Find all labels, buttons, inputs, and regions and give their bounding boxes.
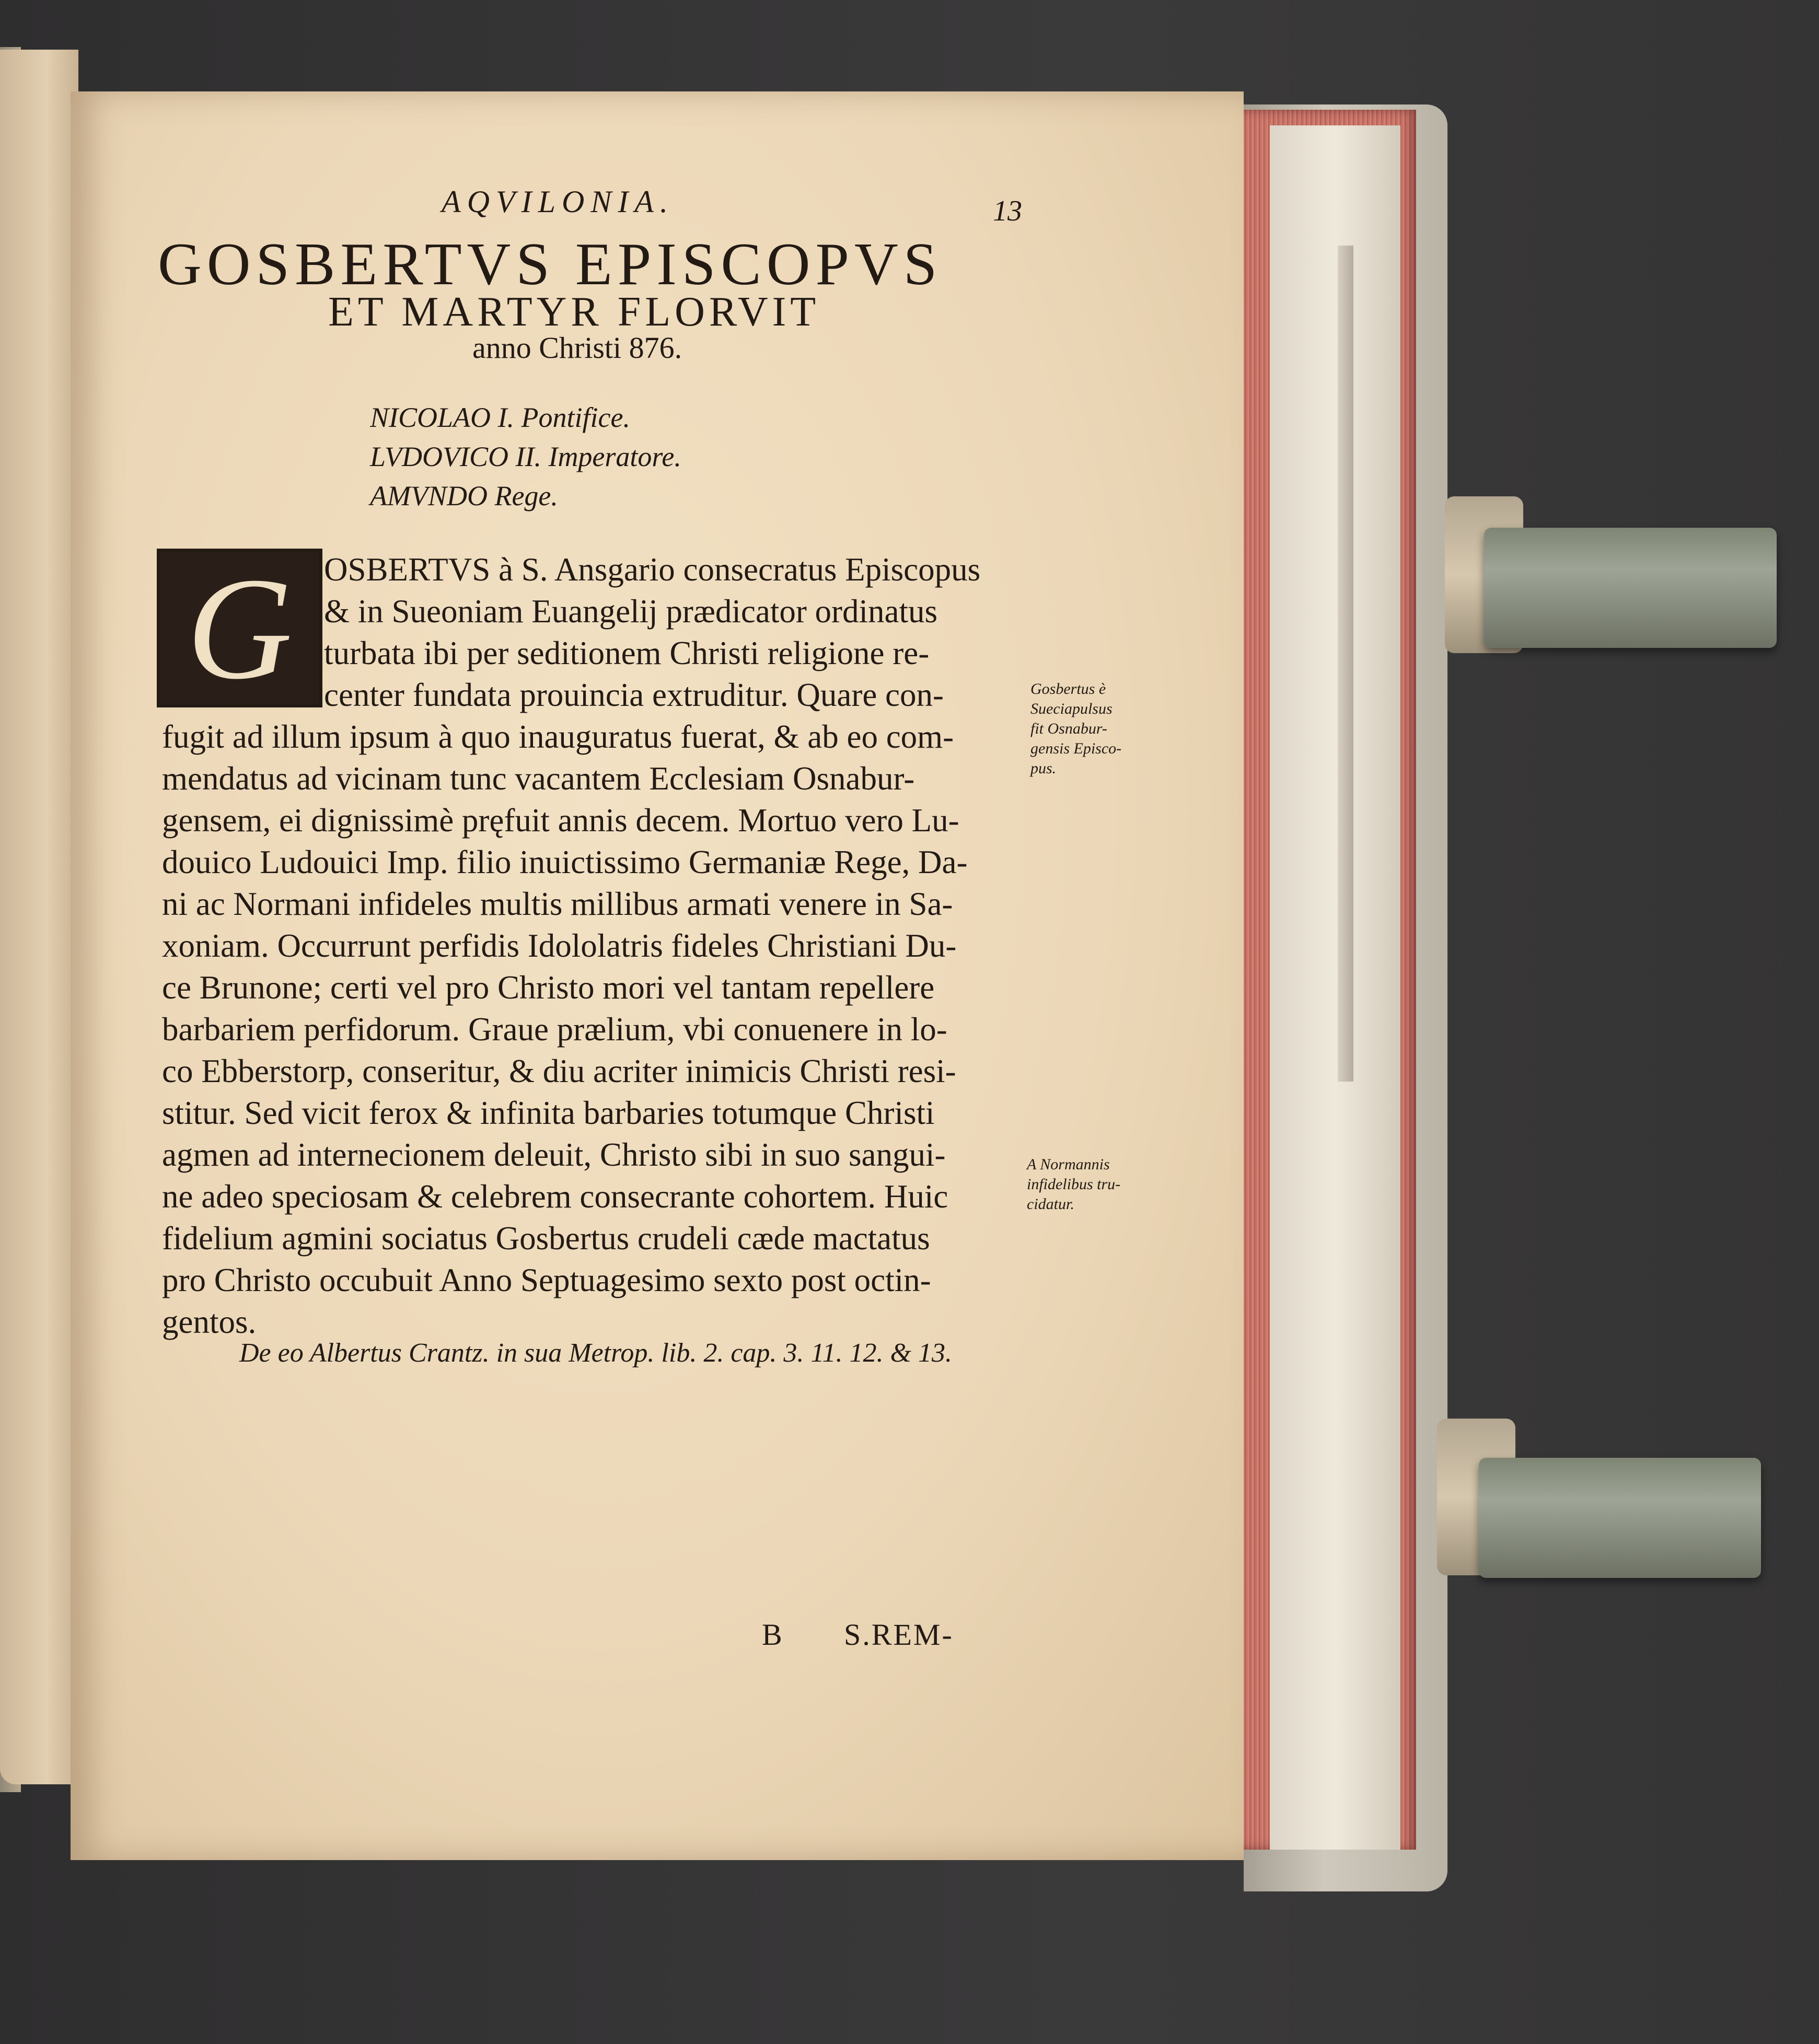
body-line: agmen ad internecionem deleuit, Christo sibi in suo sangui- [162, 1136, 946, 1173]
body-line: OSBERTVS à S. Ansgario consecratus Episcopus [324, 551, 981, 588]
lower-clasp[interactable] [1479, 1458, 1761, 1578]
ornamental-drop-cap: G [157, 549, 322, 707]
running-head: AQVILONIA. [442, 184, 674, 219]
reign-emperor: LVDOVICO II. Imperatore. [370, 441, 681, 472]
body-line: gensem, ei dignissimè pręfuit annis decem. Mortuo vero Lu- [162, 802, 959, 839]
catchword: S.REM- [844, 1618, 954, 1652]
marginal-note-2 [1027, 1155, 1120, 1214]
reign-king: AMVNDO Rege. [370, 480, 558, 512]
title-line-1: GOSBERTVS EPISCOPVS [158, 231, 943, 298]
signature-mark: B [762, 1618, 782, 1652]
left-page-edge [0, 50, 78, 1784]
upper-clasp[interactable] [1484, 528, 1777, 648]
body-line: & in Sueoniam Euangelij prædicator ordinatus [324, 593, 938, 630]
body-indented [324, 549, 1024, 716]
vellum-cover-strip [1270, 125, 1400, 1850]
body-line: turbata ibi per seditionem Christi religione re- [324, 635, 930, 671]
note-line: infidelibus tru- [1027, 1176, 1121, 1193]
title-line-2: ET MARTYR FLORVIT [328, 289, 820, 335]
note-line: cidatur. [1027, 1195, 1074, 1213]
body-line: fidelium agmini sociatus Gosbertus crudeli cæde mactatus [162, 1220, 930, 1257]
body-line: barbariem perfidorum. Graue prælium, vbi conuenere in lo- [162, 1011, 947, 1048]
cover-shadow [1338, 246, 1353, 1082]
body-line: mendatus ad vicinam tunc vacantem Ecclesiam Osnabur- [162, 760, 915, 797]
page-number: 13 [993, 195, 1022, 227]
body-line: co Ebberstorp, conseritur, & diu acriter inimicis Christi resi- [162, 1053, 956, 1089]
reign-pope: NICOLAO I. Pontifice. [370, 402, 630, 433]
bibliographic-reference: De eo Albertus Crantz. in sua Metrop. lib. 2. cap. 3. 11. 12. & 13. [239, 1338, 952, 1368]
note-line: Gosbertus è [1030, 680, 1106, 698]
body-line: douico Ludouici Imp. filio inuictissimo Germaniæ Rege, Da- [162, 844, 968, 880]
body-line: ne adeo speciosam & celebrem consecrante cohortem. Huic [162, 1178, 948, 1215]
note-line: fit Osnabur- [1030, 720, 1107, 737]
body-line: gentos. [162, 1304, 257, 1340]
note-line: gensis Episco- [1030, 740, 1122, 757]
marginal-note-1 [1030, 679, 1121, 779]
title-line-3: anno Christi 876. [472, 331, 682, 365]
note-line: Sueciapulsus [1030, 700, 1113, 717]
body-text [162, 716, 1024, 1343]
body-line: ce Brunone; certi vel pro Christo mori vel tantam repellere [162, 969, 935, 1006]
body-line: xoniam. Occurrunt perfidis Idololatris fideles Christiani Du- [162, 927, 957, 964]
body-line: fugit ad illum ipsum à quo inauguratus fuerat, & ab eo com- [162, 718, 954, 755]
body-line: pro Christo occubuit Anno Septuagesimo sexto post octin- [162, 1262, 931, 1298]
body-line: center fundata prouincia extruditur. Quare con- [324, 677, 944, 713]
body-line: stitur. Sed vicit ferox & infinita barbaries totumque Christi [162, 1095, 935, 1131]
note-line: A Normannis [1027, 1156, 1110, 1173]
note-line: pus. [1030, 760, 1057, 777]
body-line: ni ac Normani infideles multis millibus armati venere in Sa- [162, 886, 953, 922]
